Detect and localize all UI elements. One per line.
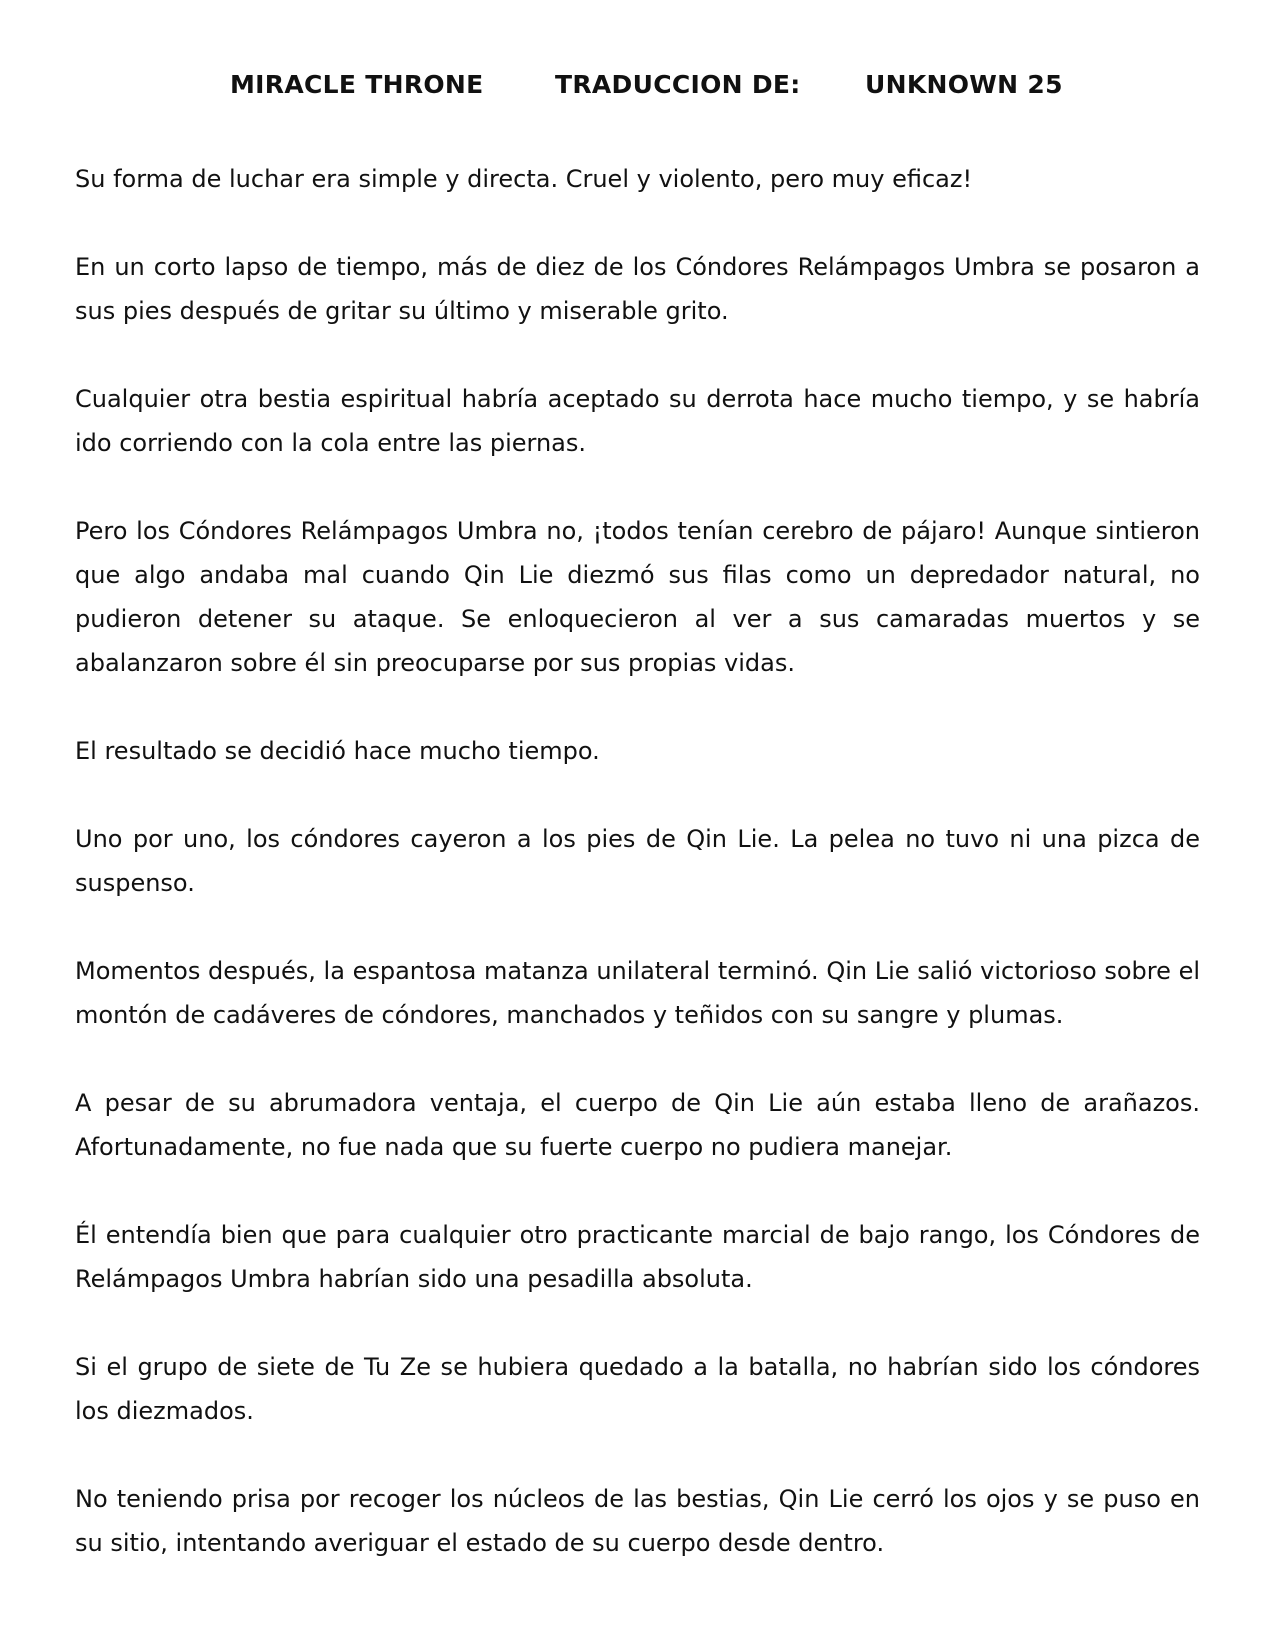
paragraph: A pesar de su abrumadora ventaja, el cuerpo de Qin Lie aún estaba lleno de arañazos. Afortunadamente, no fue nada que su fuerte cuerpo no pudiera manejar. — [75, 1089, 1200, 1161]
paragraph: Su forma de luchar era simple y directa. Cruel y violento, pero muy eficaz! — [75, 165, 973, 193]
paragraph: Pero los Cóndores Relámpagos Umbra no, ¡todos tenían cerebro de pájaro! Aunque sintieron que algo andaba mal cuando Qin Lie diezmó sus filas como un depredador natural, no pudieron detener su ataque. Se enloquecieron al ver a sus camaradas muertos y se abalanzaron sobre él sin preocuparse por sus propias vidas. — [75, 517, 1200, 677]
header-title: MIRACLE THRONE — [230, 70, 484, 99]
paragraph: En un corto lapso de tiempo, más de diez de los Cóndores Relámpagos Umbra se posaron a sus pies después de gritar su último y miserable grito. — [75, 253, 1200, 325]
page-header — [0, 70, 1275, 106]
paragraph: El resultado se decidió hace mucho tiempo. — [75, 737, 600, 765]
paragraph: Uno por uno, los cóndores cayeron a los pies de Qin Lie. La pelea no tuvo ni una pizca de suspenso. — [75, 825, 1200, 897]
paragraph: No teniendo prisa por recoger los núcleos de las bestias, Qin Lie cerró los ojos y se puso en su sitio, intentando averiguar el estado de su cuerpo desde dentro. — [75, 1485, 1200, 1557]
header-translator: UNKNOWN 25 — [865, 70, 1063, 99]
document-body — [75, 157, 1200, 1609]
paragraph: Si el grupo de siete de Tu Ze se hubiera quedado a la batalla, no habrían sido los cóndores los diezmados. — [75, 1353, 1200, 1425]
paragraph: Momentos después, la espantosa matanza unilateral terminó. Qin Lie salió victorioso sobre el montón de cadáveres de cóndores, manchados y teñidos con su sangre y plumas. — [75, 957, 1200, 1029]
paragraph: Cualquier otra bestia espiritual habría aceptado su derrota hace mucho tiempo, y se habría ido corriendo con la cola entre las piernas. — [75, 385, 1200, 457]
paragraph: Él entendía bien que para cualquier otro practicante marcial de bajo rango, los Cóndores de Relámpagos Umbra habrían sido una pesadilla absoluta. — [75, 1221, 1200, 1293]
header-translation-label: TRADUCCION DE: — [555, 70, 801, 99]
